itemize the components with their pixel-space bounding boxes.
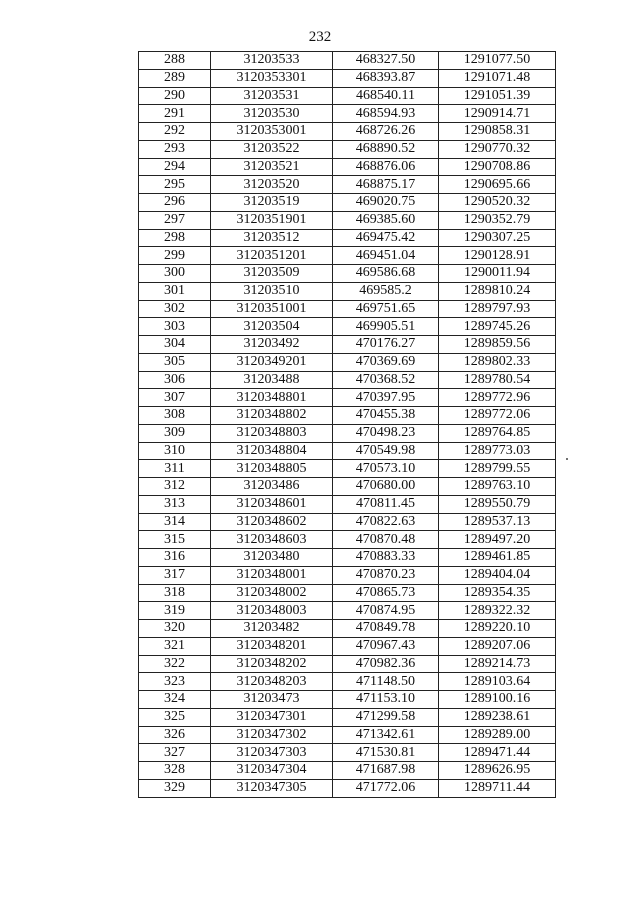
x-coordinate-cell: 470368.52 [333,371,439,389]
x-coordinate-cell: 470874.95 [333,602,439,620]
table-row [139,336,556,354]
point-id-cell: 31203521 [211,158,333,176]
y-coordinate-cell: 1289711.44 [439,779,556,797]
point-id-cell: 31203512 [211,229,333,247]
table-row [139,371,556,389]
point-number-cell: 295 [139,176,211,194]
point-number-cell: 311 [139,460,211,478]
y-coordinate-cell: 1289780.54 [439,371,556,389]
x-coordinate-cell: 470397.95 [333,389,439,407]
x-coordinate-cell: 469020.75 [333,194,439,212]
x-coordinate-cell: 470870.23 [333,566,439,584]
table-row [139,442,556,460]
point-number-cell: 291 [139,105,211,123]
y-coordinate-cell: 1289471.44 [439,744,556,762]
point-number-cell: 306 [139,371,211,389]
point-id-cell: 31203504 [211,318,333,336]
y-coordinate-cell: 1289238.61 [439,708,556,726]
point-number-cell: 315 [139,531,211,549]
y-coordinate-cell: 1289810.24 [439,282,556,300]
point-id-cell: 3120347302 [211,726,333,744]
point-number-cell: 298 [139,229,211,247]
x-coordinate-cell: 470982.36 [333,655,439,673]
y-coordinate-cell: 1289763.10 [439,478,556,496]
table-row [139,140,556,158]
y-coordinate-cell: 1290520.32 [439,194,556,212]
table-row [139,655,556,673]
x-coordinate-cell: 470865.73 [333,584,439,602]
point-id-cell: 3120348801 [211,389,333,407]
point-number-cell: 307 [139,389,211,407]
point-number-cell: 308 [139,407,211,425]
table-row [139,566,556,584]
point-number-cell: 317 [139,566,211,584]
x-coordinate-cell: 470455.38 [333,407,439,425]
table-row [139,176,556,194]
x-coordinate-cell: 471772.06 [333,779,439,797]
point-number-cell: 299 [139,247,211,265]
y-coordinate-cell: 1289322.32 [439,602,556,620]
point-id-cell: 31203533 [211,52,333,70]
table-row [139,211,556,229]
point-number-cell: 326 [139,726,211,744]
table-row [139,744,556,762]
x-coordinate-cell: 470369.69 [333,353,439,371]
y-coordinate-cell: 1289404.04 [439,566,556,584]
y-coordinate-cell: 1289772.96 [439,389,556,407]
table-row [139,531,556,549]
point-id-cell: 3120348002 [211,584,333,602]
coordinate-table-body [139,52,556,798]
point-id-cell: 3120348805 [211,460,333,478]
table-row [139,69,556,87]
table-row [139,353,556,371]
y-coordinate-cell: 1289497.20 [439,531,556,549]
table-row [139,105,556,123]
point-number-cell: 327 [139,744,211,762]
y-coordinate-cell: 1289220.10 [439,620,556,638]
point-number-cell: 304 [139,336,211,354]
x-coordinate-cell: 470811.45 [333,495,439,513]
point-id-cell: 3120348202 [211,655,333,673]
table-row [139,158,556,176]
point-number-cell: 289 [139,69,211,87]
table-row [139,691,556,709]
y-coordinate-cell: 1290858.31 [439,123,556,141]
y-coordinate-cell: 1290695.66 [439,176,556,194]
x-coordinate-cell: 471530.81 [333,744,439,762]
x-coordinate-cell: 470549.98 [333,442,439,460]
point-id-cell: 31203492 [211,336,333,354]
coordinate-table [138,51,556,798]
table-row [139,779,556,797]
point-id-cell: 31203531 [211,87,333,105]
table-row [139,602,556,620]
point-id-cell: 3120353001 [211,123,333,141]
y-coordinate-cell: 1289799.55 [439,460,556,478]
x-coordinate-cell: 470849.78 [333,620,439,638]
x-coordinate-cell: 468876.06 [333,158,439,176]
x-coordinate-cell: 470870.48 [333,531,439,549]
y-coordinate-cell: 1290914.71 [439,105,556,123]
point-number-cell: 323 [139,673,211,691]
point-number-cell: 322 [139,655,211,673]
y-coordinate-cell: 1290307.25 [439,229,556,247]
point-id-cell: 3120349201 [211,353,333,371]
y-coordinate-cell: 1289103.64 [439,673,556,691]
x-coordinate-cell: 469905.51 [333,318,439,336]
x-coordinate-cell: 469451.04 [333,247,439,265]
point-number-cell: 297 [139,211,211,229]
y-coordinate-cell: 1289354.35 [439,584,556,602]
x-coordinate-cell: 470573.10 [333,460,439,478]
table-row [139,424,556,442]
x-coordinate-cell: 471299.58 [333,708,439,726]
y-coordinate-cell: 1290770.32 [439,140,556,158]
table-row [139,637,556,655]
point-id-cell: 31203482 [211,620,333,638]
y-coordinate-cell: 1290128.91 [439,247,556,265]
point-number-cell: 316 [139,549,211,567]
table-row [139,708,556,726]
x-coordinate-cell: 468875.17 [333,176,439,194]
point-number-cell: 321 [139,637,211,655]
x-coordinate-cell: 469586.68 [333,265,439,283]
x-coordinate-cell: 468327.50 [333,52,439,70]
table-row [139,229,556,247]
table-row [139,123,556,141]
point-number-cell: 301 [139,282,211,300]
point-id-cell: 3120353301 [211,69,333,87]
y-coordinate-cell: 1289461.85 [439,549,556,567]
point-id-cell: 3120348603 [211,531,333,549]
y-coordinate-cell: 1289764.85 [439,424,556,442]
y-coordinate-cell: 1290352.79 [439,211,556,229]
table-row [139,726,556,744]
point-number-cell: 320 [139,620,211,638]
table-row [139,762,556,780]
table-row [139,87,556,105]
scan-speck [566,458,568,460]
point-id-cell: 3120348802 [211,407,333,425]
point-number-cell: 305 [139,353,211,371]
point-id-cell: 3120351001 [211,300,333,318]
point-number-cell: 319 [139,602,211,620]
point-id-cell: 31203480 [211,549,333,567]
x-coordinate-cell: 468726.26 [333,123,439,141]
y-coordinate-cell: 1289550.79 [439,495,556,513]
y-coordinate-cell: 1289745.26 [439,318,556,336]
y-coordinate-cell: 1291077.50 [439,52,556,70]
table-row [139,620,556,638]
table-row [139,52,556,70]
x-coordinate-cell: 471687.98 [333,762,439,780]
y-coordinate-cell: 1289797.93 [439,300,556,318]
y-coordinate-cell: 1289859.56 [439,336,556,354]
x-coordinate-cell: 470680.00 [333,478,439,496]
point-number-cell: 328 [139,762,211,780]
point-id-cell: 31203520 [211,176,333,194]
point-id-cell: 3120348003 [211,602,333,620]
x-coordinate-cell: 471153.10 [333,691,439,709]
point-id-cell: 3120351901 [211,211,333,229]
point-id-cell: 3120347304 [211,762,333,780]
table-row [139,194,556,212]
x-coordinate-cell: 469585.2 [333,282,439,300]
point-number-cell: 309 [139,424,211,442]
point-number-cell: 296 [139,194,211,212]
table-row [139,265,556,283]
point-id-cell: 31203530 [211,105,333,123]
y-coordinate-cell: 1289100.16 [439,691,556,709]
x-coordinate-cell: 470822.63 [333,513,439,531]
y-coordinate-cell: 1289207.06 [439,637,556,655]
point-id-cell: 31203488 [211,371,333,389]
table-row [139,407,556,425]
point-number-cell: 314 [139,513,211,531]
point-number-cell: 302 [139,300,211,318]
x-coordinate-cell: 471342.61 [333,726,439,744]
y-coordinate-cell: 1289537.13 [439,513,556,531]
y-coordinate-cell: 1289626.95 [439,762,556,780]
point-id-cell: 3120348803 [211,424,333,442]
point-id-cell: 3120348601 [211,495,333,513]
table-row [139,478,556,496]
point-number-cell: 312 [139,478,211,496]
point-number-cell: 313 [139,495,211,513]
page-number: 232 [308,29,332,45]
point-number-cell: 288 [139,52,211,70]
table-row [139,247,556,265]
y-coordinate-cell: 1291051.39 [439,87,556,105]
point-id-cell: 3120348602 [211,513,333,531]
point-id-cell: 31203522 [211,140,333,158]
point-id-cell: 3120348201 [211,637,333,655]
table-row [139,460,556,478]
y-coordinate-cell: 1290011.94 [439,265,556,283]
point-number-cell: 310 [139,442,211,460]
point-id-cell: 3120351201 [211,247,333,265]
point-id-cell: 3120347303 [211,744,333,762]
point-id-cell: 31203509 [211,265,333,283]
x-coordinate-cell: 468540.11 [333,87,439,105]
point-number-cell: 325 [139,708,211,726]
table-row [139,513,556,531]
x-coordinate-cell: 471148.50 [333,673,439,691]
point-id-cell: 31203510 [211,282,333,300]
point-number-cell: 294 [139,158,211,176]
y-coordinate-cell: 1289772.06 [439,407,556,425]
y-coordinate-cell: 1290708.86 [439,158,556,176]
x-coordinate-cell: 469385.60 [333,211,439,229]
point-id-cell: 3120348804 [211,442,333,460]
table-row [139,584,556,602]
y-coordinate-cell: 1289802.33 [439,353,556,371]
x-coordinate-cell: 469751.65 [333,300,439,318]
x-coordinate-cell: 468594.93 [333,105,439,123]
point-number-cell: 290 [139,87,211,105]
point-id-cell: 3120347305 [211,779,333,797]
y-coordinate-cell: 1289289.00 [439,726,556,744]
point-id-cell: 31203519 [211,194,333,212]
point-number-cell: 318 [139,584,211,602]
point-id-cell: 31203473 [211,691,333,709]
y-coordinate-cell: 1289214.73 [439,655,556,673]
point-id-cell: 31203486 [211,478,333,496]
point-number-cell: 324 [139,691,211,709]
x-coordinate-cell: 470967.43 [333,637,439,655]
point-id-cell: 3120347301 [211,708,333,726]
table-row [139,549,556,567]
point-number-cell: 293 [139,140,211,158]
point-number-cell: 329 [139,779,211,797]
x-coordinate-cell: 470176.27 [333,336,439,354]
point-number-cell: 303 [139,318,211,336]
table-row [139,282,556,300]
table-row [139,495,556,513]
table-row [139,389,556,407]
table-row [139,318,556,336]
point-id-cell: 3120348203 [211,673,333,691]
y-coordinate-cell: 1291071.48 [439,69,556,87]
point-number-cell: 292 [139,123,211,141]
x-coordinate-cell: 469475.42 [333,229,439,247]
table-row [139,300,556,318]
x-coordinate-cell: 470498.23 [333,424,439,442]
x-coordinate-cell: 470883.33 [333,549,439,567]
point-number-cell: 300 [139,265,211,283]
point-id-cell: 3120348001 [211,566,333,584]
x-coordinate-cell: 468890.52 [333,140,439,158]
table-row [139,673,556,691]
y-coordinate-cell: 1289773.03 [439,442,556,460]
x-coordinate-cell: 468393.87 [333,69,439,87]
